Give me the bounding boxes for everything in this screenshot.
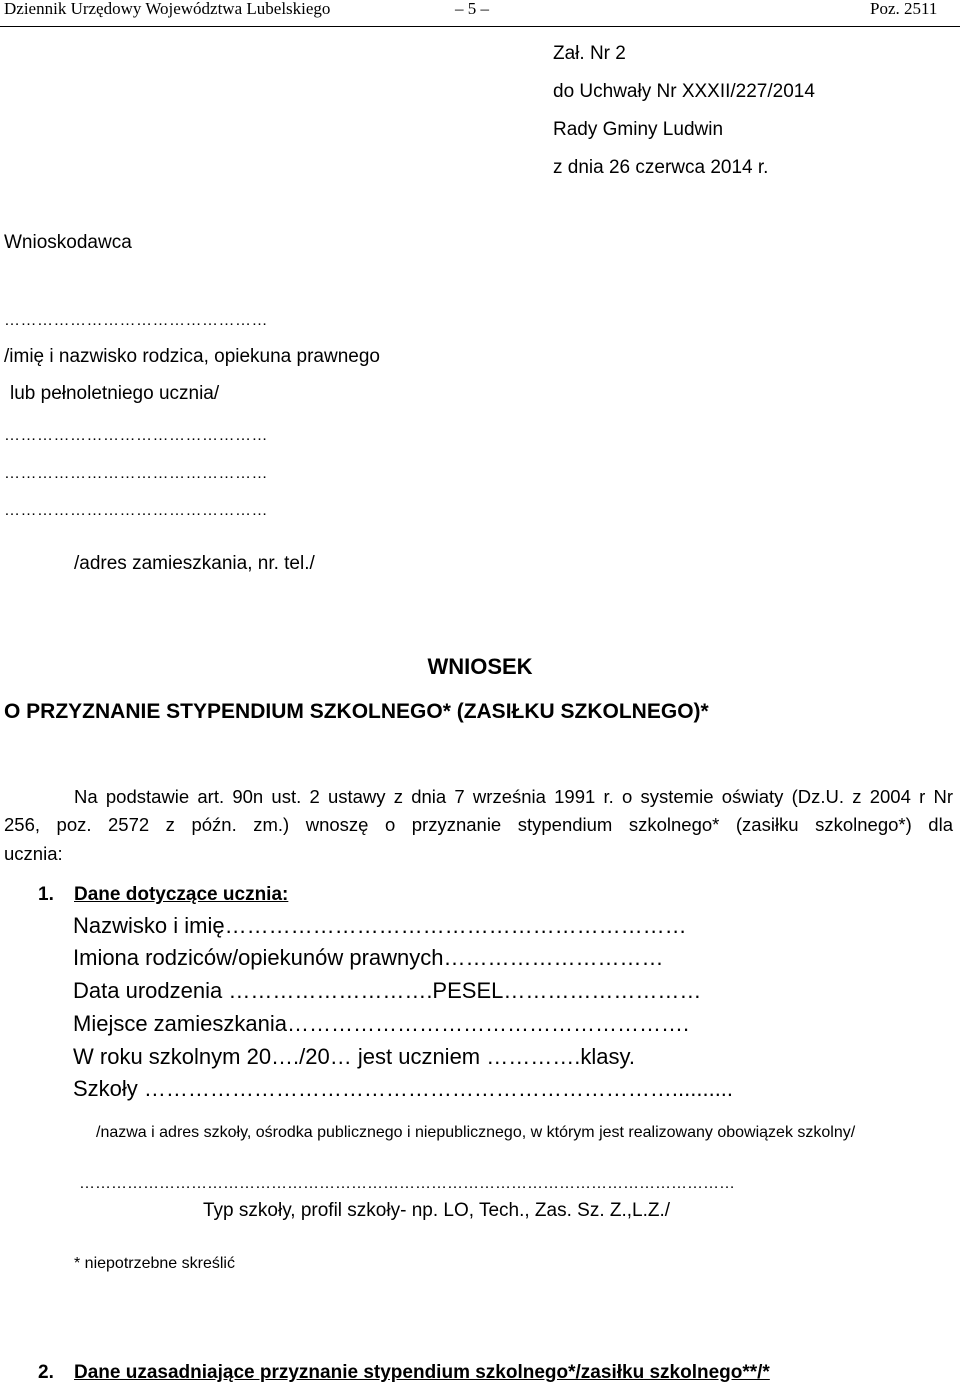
footnote: * niepotrzebne skreślić xyxy=(74,1255,235,1272)
intro-line-1: Na podstawie art. 90n ust. 2 ustawy z dnia 7 września 1991 r. o systemie oświaty (Dz.U. z 2004 r Nr xyxy=(74,786,953,807)
page-marker: – 5 – xyxy=(455,0,489,18)
position-number: Poz. 2511 xyxy=(870,0,938,18)
applicant-name-caption-2: lub pełnoletniego ucznia/ xyxy=(10,383,220,404)
address-field-1[interactable]: ………………………………………… xyxy=(4,427,268,444)
school-type-field[interactable]: …………………………………………………………………………………………………………… xyxy=(79,1175,735,1192)
journal-title: Dziennik Urzędowy Województwa Lubelskiego xyxy=(4,0,331,18)
intro-line-2: 256, poz. 2572 z późn. zm.) wnoszę o przyznanie stypendium szkolnego* (zasiłku szkolnego*) dla xyxy=(4,814,953,835)
address-caption: /adres zamieszkania, nr. tel./ xyxy=(74,553,315,574)
student-name-field[interactable]: Nazwisko i imię……………………………………………………… xyxy=(73,913,687,938)
applicant-label: Wnioskodawca xyxy=(4,232,132,253)
school-type-caption: Typ szkoły, profil szkoły- np. LO, Tech., Zas. Sz. Z.,L.Z./ xyxy=(203,1200,671,1221)
section-1-number: 1. xyxy=(38,884,54,905)
residence-field[interactable]: Miejsce zamieszkania………………………………………………. xyxy=(73,1011,690,1036)
section-2-heading: Dane uzasadniające przyznanie stypendium szkolnego*/zasiłku szkolnego**/* xyxy=(74,1362,770,1383)
resolution-date: z dnia 26 czerwca 2014 r. xyxy=(553,157,769,178)
parents-names-field[interactable]: Imiona rodziców/opiekunów prawnych………………………… xyxy=(73,945,664,970)
document-subtitle: O PRZYZNANIE STYPENDIUM SZKOLNEGO* (ZASIŁKU SZKOLNEGO)* xyxy=(4,700,709,723)
section-1-heading: Dane dotyczące ucznia: xyxy=(74,884,289,905)
intro-line-3: ucznia: xyxy=(4,843,63,864)
address-field-2[interactable]: ………………………………………… xyxy=(4,465,268,482)
applicant-name-caption: /imię i nazwisko rodzica, opiekuna prawnego xyxy=(4,346,380,367)
council-name: Rady Gminy Ludwin xyxy=(553,119,724,140)
birth-date-pesel-field[interactable]: Data urodzenia ……………………….PESEL……………………… xyxy=(73,978,702,1003)
applicant-name-field[interactable]: ………………………………………… xyxy=(4,312,268,329)
school-field[interactable]: Szkoły ……………………………………………………………….......... xyxy=(73,1076,734,1101)
school-caption: /nazwa i adres szkoły, ośrodka publicznego i niepublicznego, w którym jest realizowany obowiązek szkolny/ xyxy=(96,1124,856,1141)
address-field-3[interactable]: ………………………………………… xyxy=(4,502,268,519)
document-title: WNIOSEK xyxy=(427,654,533,679)
header-rule xyxy=(0,26,960,27)
section-2-number: 2. xyxy=(38,1362,54,1383)
attachment-number: Zał. Nr 2 xyxy=(553,43,626,64)
resolution-number: do Uchwały Nr XXXII/227/2014 xyxy=(553,81,815,102)
school-year-field[interactable]: W roku szkolnym 20…./20… jest uczniem ………….klasy. xyxy=(73,1044,635,1069)
